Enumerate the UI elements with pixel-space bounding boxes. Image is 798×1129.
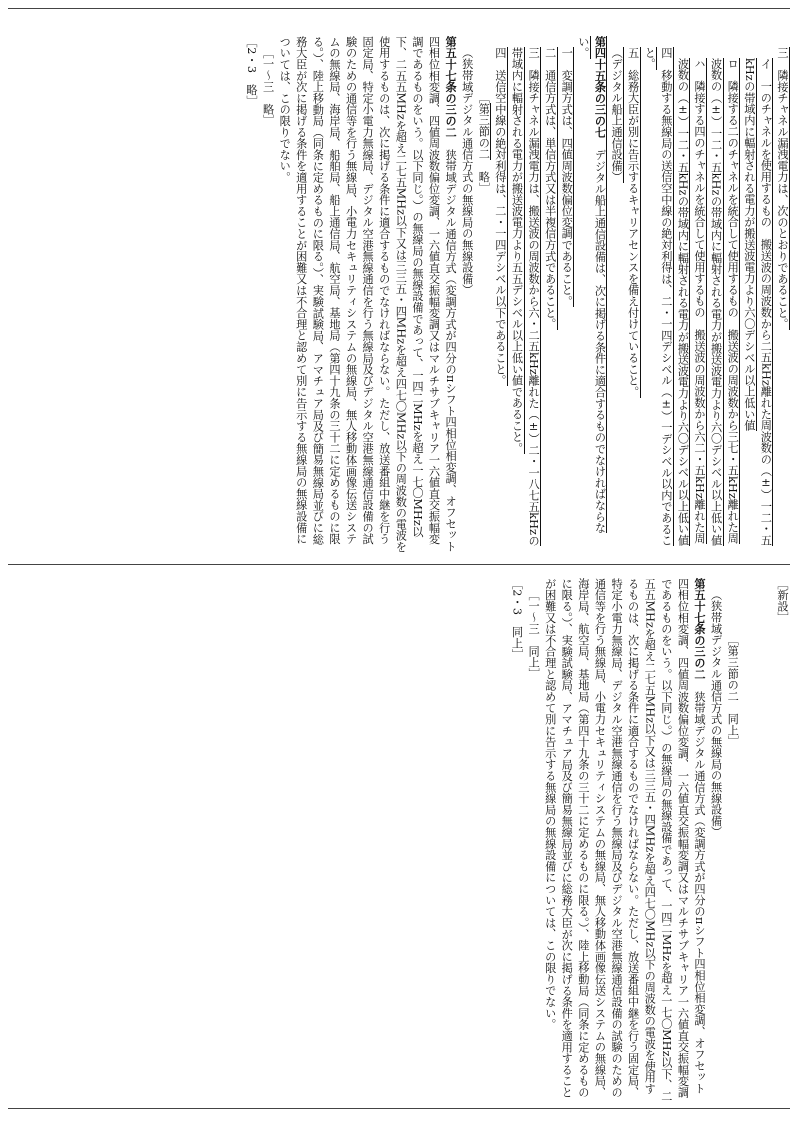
line-text: （狭帯域デジタル通信方式の無線局の無線設備） bbox=[709, 589, 723, 838]
amended-line bbox=[491, 36, 508, 554]
middle-rule bbox=[8, 564, 790, 565]
original-line bbox=[508, 578, 525, 1104]
amended-line bbox=[475, 36, 492, 554]
line-text: ［新設］ bbox=[776, 578, 789, 624]
line-text: ハ 隣接する四のチャネルを統合して使用するもの 搬送波の周波数から六二・五kHz離れた周波数の（±）一二・五kHzの帯域内に輻射される電力が搬送波電力より六〇デシベル以上低い値 bbox=[676, 58, 707, 547]
amended-vertical-text bbox=[8, 30, 790, 554]
amended-line bbox=[740, 36, 773, 554]
article-body: デジタル船上通信設備は、次に掲げる条件に適合するものでなければならない。 bbox=[576, 36, 607, 534]
line-text: ［2・3 同上］ bbox=[510, 578, 524, 661]
amended-line bbox=[607, 36, 624, 554]
amended-line bbox=[574, 36, 607, 554]
line-text: （狭帯域デジタル通信方式の無線局の無線設備） bbox=[460, 47, 474, 296]
amended-line bbox=[508, 36, 541, 554]
line-text: 四 移動する無線局の送信空中線の絶対利得は、二・一四デシベル（±）一デシベル以内であること。 bbox=[643, 47, 673, 547]
line-text: イ 一のチャネルを使用するもの 搬送波の周波数から二五kHz離れた周波数の（±）一二・五kHzの帯域内に輻射される電力が搬送波電力より六〇デシベル以上低い値 bbox=[742, 58, 773, 547]
amended-line bbox=[707, 36, 740, 554]
amended-line bbox=[641, 36, 674, 554]
original-line bbox=[707, 578, 724, 1104]
original-line bbox=[541, 578, 707, 1104]
bottom-rule bbox=[8, 1108, 790, 1109]
amended-line bbox=[624, 36, 641, 554]
article-body: 狭帯域デジタル通信方式（変調方式が四分のπシフト四相位相変調、オフセット四相位相変調、四値周波数偏位変調、一六値直交振幅変調又はマルチサブキャリア一六値直交振幅変調であるものをいう。以下同じ。）の無線局の無線設備であって、一四二MHzを超え一七〇MHz以下、二五五MHzを超え二七五MHz以下又は三三五・四MHzを超え四七〇MHz以下の周波数の電波を使用するものは、次に掲げる条件に適合するものでなければならない。ただし、放送番組中継を行う固定局、特定小電力無線局、デジタル空港無線通信を行う無線局及びデジタル空港無線通信設備の試験のための通信等を行う無線局、小電力セキュリティシステムの無線局、無人移動体画像伝送システムの無線局、海岸局、船舶局、船上通信局、航空局、基地局（第四十九条の三十二に定めるものに限る。）、陸上移動局（同条に定めるものに限る。）、実験試験局、アマチュア局及び簡易無線局並びに総務大臣が次に掲げる条件を適用することが困難又は不合理と認めて別に告示する無線局の無線設備については、この限りでない。 bbox=[278, 36, 458, 553]
line-text: ［一～三 略］ bbox=[261, 47, 275, 127]
line-text: 二 通信方式は、単信方式又は半複信方式であること。 bbox=[543, 47, 557, 330]
original-vertical-text bbox=[8, 572, 790, 1104]
amended-line bbox=[276, 36, 459, 554]
line-text: 三 隣接チャネル漏洩電力は、次のとおりであること。 bbox=[776, 47, 789, 330]
original-line bbox=[773, 578, 790, 1104]
text-fragment: ［ bbox=[477, 92, 491, 104]
article-number: 第五十七条の三の二 bbox=[693, 578, 707, 680]
article-body: 狭帯域デジタル通信方式（変調方式が四分のπシフト四相位相変調、オフセット四相位相変調、四値周波数偏位変調、一六値直交振幅変調又はマルチサブキャリア一六値直交振幅変調であるものをいう。以下同じ。）の無線局の無線設備であって、一四二MHzを超え一七〇MHz以下、二五五MHzを超え二七五MHz以下又は三三五・四MHzを超え四七〇MHz以下の周波数の電波を使用するものは、次に掲げる条件に適合するものでなければならない。ただし、放送番組中継を行う固定局、特定小電力無線局、デジタル空港無線通信を行う無線局及びデジタル空港無線通信設備の試験のための通信等を行う無線局、小電力セキュリティシステムの無線局、無人移動体画像伝送システムの無線局、海岸局、航空局、基地局（第四十九条の三十二に定めるものに限る。）、陸上移動局（同条に定めるものに限る。）、実験試験局、アマチュア局及び簡易無線局並びに総務大臣が次に掲げる条件を適用することが困難又は不合理と認めて別に告示する無線局の無線設備については、この限りでない。 bbox=[543, 578, 707, 1102]
text-fragment: 第三節の二 bbox=[477, 103, 491, 160]
original-line bbox=[724, 578, 741, 1104]
line-text: （デジタル船上通信設備） bbox=[610, 47, 624, 183]
top-rule bbox=[8, 8, 790, 9]
amended-line bbox=[242, 36, 259, 554]
line-text bbox=[759, 578, 772, 589]
line-text: 三 隣接チャネル漏洩電力は、搬送波の周波数から六・二五kHz離れた（±）二・一八七五kHzの帯域内に輻射される電力が搬送波電力より五五デシベル以上低い値であること。 bbox=[510, 47, 541, 547]
amended-line bbox=[541, 36, 558, 554]
original-line bbox=[740, 578, 757, 1104]
amended-line bbox=[674, 36, 707, 554]
line-text: ［第三節の二 同上］ bbox=[726, 634, 740, 747]
line-text: 一 変調方式は、四値周波数偏位変調であること。 bbox=[560, 47, 574, 308]
amended-line bbox=[773, 36, 790, 554]
line-text: 五 総務大臣が別に告示するキャリアセンスを備え付けていること。 bbox=[626, 47, 640, 398]
text-fragment: 略］ bbox=[477, 159, 491, 194]
line-text: ロ 隣接する二のチャネルを統合して使用するもの 搬送波の周波数から三七・五kHz離れた周波数の（±）一二・五kHzの帯域内に輻射される電力が搬送波電力より六〇デシベル以上低い値 bbox=[709, 58, 740, 547]
original-text-panel bbox=[8, 572, 790, 1104]
amended-line bbox=[259, 36, 276, 554]
amended-text-panel bbox=[8, 30, 790, 554]
article-number: 第四十五条の三の七 bbox=[593, 36, 607, 138]
line-text: 四 送信空中線の絶対利得は、二・一四デシベル以下であること。 bbox=[493, 47, 507, 387]
amended-line bbox=[558, 36, 575, 554]
line-text: ［2・3 略］ bbox=[245, 36, 258, 107]
original-line bbox=[757, 578, 774, 1104]
amended-line bbox=[458, 36, 475, 554]
article-number: 第五十七条の三の二 bbox=[444, 36, 458, 138]
line-text bbox=[743, 578, 756, 589]
line-text: ［一～三 同上］ bbox=[527, 589, 541, 680]
original-line bbox=[525, 578, 542, 1104]
